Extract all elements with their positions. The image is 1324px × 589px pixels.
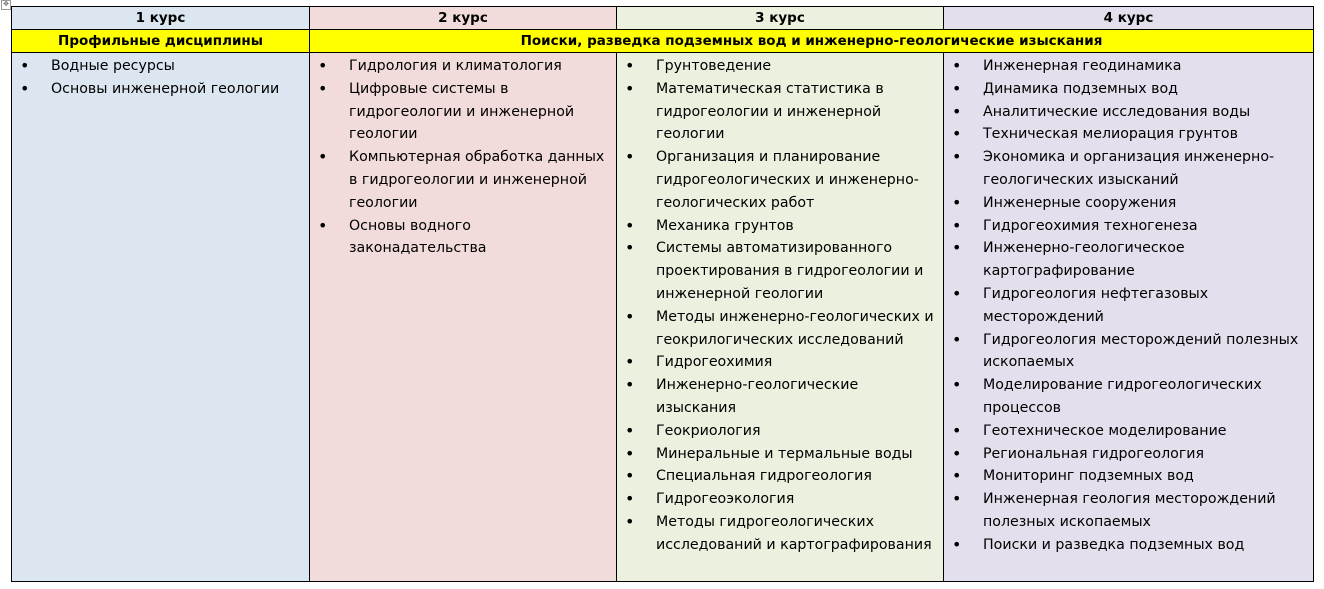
discipline-item: • Гидрология и климатология (310, 55, 610, 78)
header-course-3: 3 курс (617, 7, 944, 30)
discipline-item: • Поиски и разведка подземных вод (944, 534, 1307, 557)
discipline-item: • Организация и планирование гидрогеологических и инженерно-геологических работ (617, 146, 937, 214)
discipline-item: • Инженерная геодинамика (944, 55, 1307, 78)
discipline-item: • Грунтоведение (617, 55, 937, 78)
discipline-item: • Геокриология (617, 420, 937, 443)
course-1-list (12, 53, 309, 101)
discipline-item: • Аналитические исследования воды (944, 101, 1307, 124)
subheader-specialization: Поиски, разведка подземных вод и инженерно-геологические изыскания (310, 30, 1314, 53)
discipline-item: • Региональная гидрогеология (944, 443, 1307, 466)
discipline-item: • Основы инженерной геологии (12, 78, 303, 101)
discipline-item: • Техническая мелиорация грунтов (944, 123, 1307, 146)
course-3-cell (617, 53, 944, 582)
discipline-item: • Механика грунтов (617, 215, 937, 238)
header-course-1: 1 курс (12, 7, 310, 30)
course-2-cell (310, 53, 617, 582)
discipline-item: • Математическая статистика в гидрогеологии и инженерной геологии (617, 78, 937, 146)
subheader-row (12, 30, 1314, 53)
header-course-2: 2 курс (310, 7, 617, 30)
discipline-item: • Специальная гидрогеология (617, 465, 937, 488)
discipline-item: • Цифровые системы в гидрогеологии и инженерной геологии (310, 78, 610, 146)
course-2-list (310, 53, 616, 260)
header-course-4: 4 курс (944, 7, 1314, 30)
discipline-item: • Инженерно-геологические изыскания (617, 374, 937, 420)
discipline-item: • Водные ресурсы (12, 55, 303, 78)
discipline-item: • Инженерно-геологическое картографирование (944, 237, 1307, 283)
course-4-list (944, 53, 1313, 557)
discipline-item: • Компьютерная обработка данных в гидрогеологии и инженерной геологии (310, 146, 610, 214)
discipline-item: • Геотехническое моделирование (944, 420, 1307, 443)
disciplines-row (12, 53, 1314, 582)
curriculum-table (11, 6, 1314, 582)
course-3-list (617, 53, 943, 557)
discipline-item: • Методы инженерно-геологических и геокрилогических исследований (617, 306, 937, 352)
discipline-item: • Гидрогеология нефтегазовых месторождений (944, 283, 1307, 329)
discipline-item: • Гидрогеохимия (617, 351, 937, 374)
discipline-item: • Гидрогеохимия техногенеза (944, 215, 1307, 238)
discipline-item: • Методы гидрогеологических исследований и картографирования (617, 511, 937, 557)
discipline-item: • Инженерная геология месторождений полезных ископаемых (944, 488, 1307, 534)
subheader-profile: Профильные дисциплины (12, 30, 310, 53)
header-row (12, 7, 1314, 30)
discipline-item: • Мониторинг подземных вод (944, 465, 1307, 488)
table-move-handle-icon[interactable]: ✥ (1, 0, 11, 10)
course-4-cell (944, 53, 1314, 582)
discipline-item: • Динамика подземных вод (944, 78, 1307, 101)
discipline-item: • Гидрогеология месторождений полезных ископаемых (944, 329, 1307, 375)
discipline-item: • Моделирование гидрогеологических процессов (944, 374, 1307, 420)
discipline-item: • Минеральные и термальные воды (617, 443, 937, 466)
course-1-cell (12, 53, 310, 582)
discipline-item: • Экономика и организация инженерно-геологических изысканий (944, 146, 1307, 192)
discipline-item: • Гидрогеоэкология (617, 488, 937, 511)
discipline-item: • Инженерные сооружения (944, 192, 1307, 215)
discipline-item: • Системы автоматизированного проектирования в гидрогеологии и инженерной геологии (617, 237, 937, 305)
discipline-item: • Основы водного законадательства (310, 215, 610, 261)
